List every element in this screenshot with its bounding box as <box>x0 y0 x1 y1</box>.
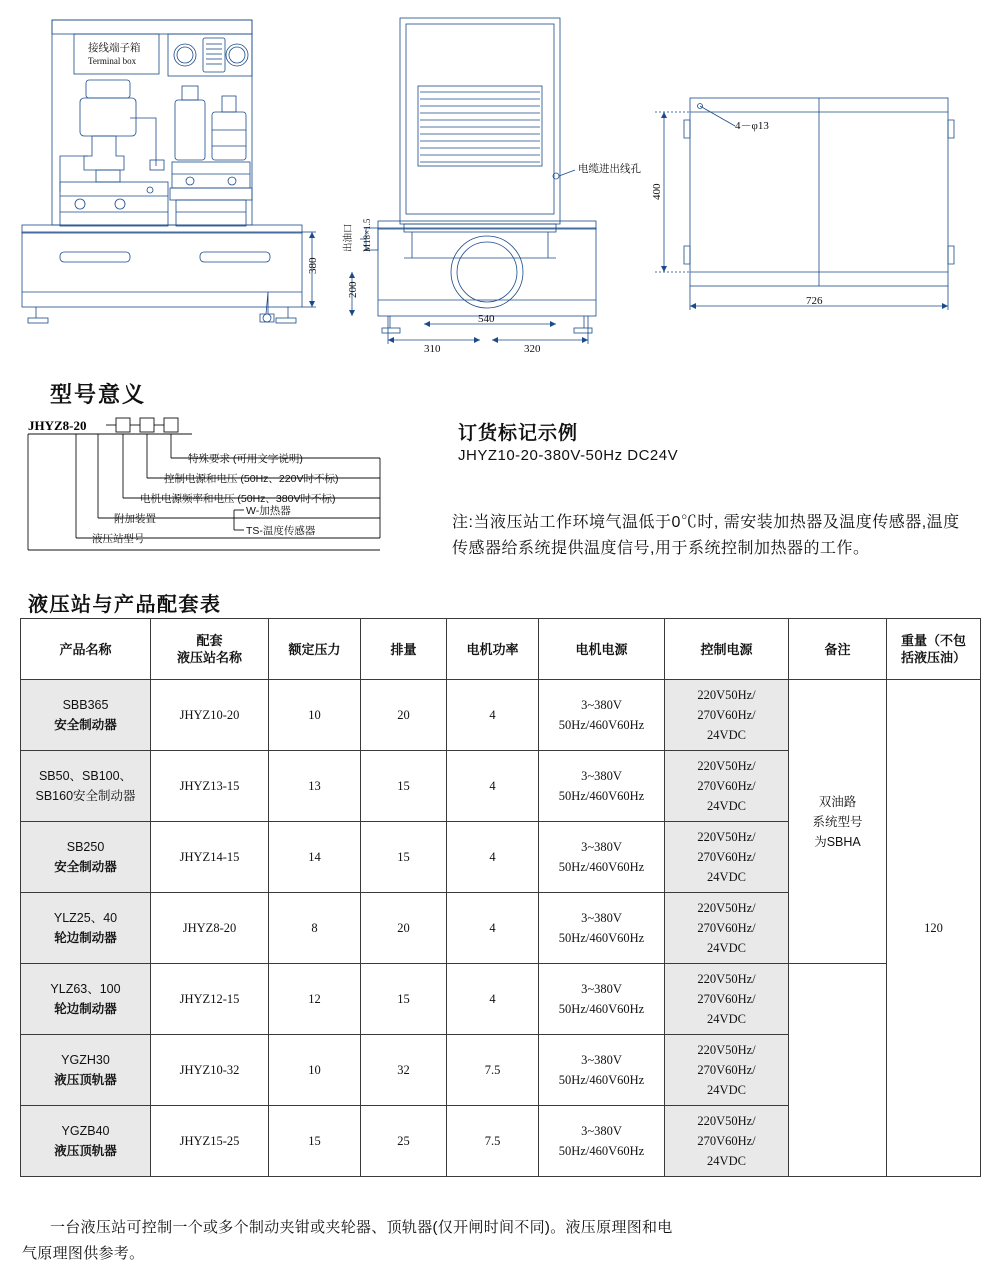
cell-motor-supply <box>539 680 665 751</box>
dim-726-label: 726 <box>806 295 823 307</box>
product-line2: 轮边制动器 <box>54 931 117 945</box>
dim-380-label: 380 <box>307 257 319 274</box>
col-station-name-l2: 液压站名称 <box>176 650 242 665</box>
top-view <box>655 98 954 310</box>
ctrl-l2: 270V60Hz/ <box>697 850 756 864</box>
motor-v: 3~380V <box>581 1124 622 1138</box>
dim-200-label: 200 <box>347 281 359 298</box>
drawing-svg <box>0 0 1000 380</box>
order-code: JHYZ10-20-380V-50Hz DC24V <box>458 447 679 464</box>
product-line1: YGZH30 <box>61 1053 110 1067</box>
ctrl-l3: 24VDC <box>707 1083 746 1097</box>
ctrl-l1: 220V50Hz/ <box>697 1043 756 1057</box>
cell-displacement: 20 <box>361 680 447 751</box>
table-heading: 液压站与产品配套表 <box>28 594 222 616</box>
cell-pressure: 10 <box>269 1035 361 1106</box>
footer-line-2: 气原理图供参考。 <box>22 1245 145 1262</box>
cell-pressure: 14 <box>269 822 361 893</box>
dim-540-label: 540 <box>478 313 495 325</box>
cell-pressure: 8 <box>269 893 361 964</box>
footer-note <box>22 1215 972 1267</box>
model-note-0: 特殊要求 (可用文字说明) <box>188 453 303 465</box>
cell-control-supply <box>665 893 789 964</box>
table-header-row <box>21 619 981 680</box>
col-remark: 备注 <box>789 619 887 680</box>
ctrl-l1: 220V50Hz/ <box>697 1114 756 1128</box>
cell-power: 4 <box>447 893 539 964</box>
technical-drawings <box>0 0 1000 380</box>
ctrl-l3: 24VDC <box>707 1154 746 1168</box>
cell-remark-empty <box>789 964 887 1177</box>
cell-motor-supply <box>539 893 665 964</box>
col-motor-supply: 电机电源 <box>539 619 665 680</box>
ctrl-l1: 220V50Hz/ <box>697 688 756 702</box>
hole-note-label: 4－φ13 <box>735 120 769 132</box>
cell-displacement: 15 <box>361 751 447 822</box>
col-pressure: 额定压力 <box>269 619 361 680</box>
cell-product <box>21 964 151 1035</box>
order-note: 注:当液压站工作环境气温低于0℃时, 需安装加热器及温度传感器,温度传感器给系统提供温度信号,用于系统控制加热器的工作。 <box>452 514 960 557</box>
motor-f: 50Hz/460V60Hz <box>558 718 645 732</box>
model-subnote-1: TS-温度传感器 <box>246 525 316 537</box>
col-control-supply: 控制电源 <box>665 619 789 680</box>
ctrl-l2: 270V60Hz/ <box>697 1134 756 1148</box>
ctrl-l3: 24VDC <box>707 870 746 884</box>
cell-control-supply <box>665 964 789 1035</box>
motor-f: 50Hz/460V60Hz <box>558 1002 645 1016</box>
outlet-label: 出油口 <box>343 223 354 252</box>
dim-320-label: 320 <box>524 343 541 355</box>
footer-line-1: 一台液压站可控制一个或多个制动夹钳或夹轮器、顶轨器(仅开闸时间不同)。液压原理图和电 <box>50 1219 673 1236</box>
motor-f: 50Hz/460V60Hz <box>558 931 645 945</box>
cell-station: JHYZ10-20 <box>151 680 269 751</box>
ctrl-l2: 270V60Hz/ <box>697 1063 756 1077</box>
product-line1: YGZB40 <box>61 1124 110 1138</box>
thread-label: M18×1.5 <box>362 218 372 252</box>
terminal-box-label-cn: 接线端子箱 <box>88 42 141 54</box>
cell-station: JHYZ12-15 <box>151 964 269 1035</box>
motor-v: 3~380V <box>581 698 622 712</box>
col-motor-power: 电机功率 <box>447 619 539 680</box>
model-note-4: 液压站型号 <box>92 533 145 545</box>
cell-product <box>21 1106 151 1177</box>
cell-product <box>21 680 151 751</box>
cell-product <box>21 1035 151 1106</box>
cell-motor-supply <box>539 822 665 893</box>
ctrl-l1: 220V50Hz/ <box>697 830 756 844</box>
motor-f: 50Hz/460V60Hz <box>558 860 645 874</box>
product-line2: 液压顶轨器 <box>54 1073 117 1087</box>
col-product-name: 产品名称 <box>21 619 151 680</box>
cable-hole-label: 电缆进出线孔 <box>578 163 641 175</box>
front-view <box>22 20 302 323</box>
ctrl-l2: 270V60Hz/ <box>697 921 756 935</box>
cell-displacement: 20 <box>361 893 447 964</box>
cell-station: JHYZ14-15 <box>151 822 269 893</box>
product-line1: YLZ25、40 <box>53 911 118 925</box>
cell-motor-supply <box>539 964 665 1035</box>
table-row <box>21 964 981 1035</box>
product-line2: 安全制动器 <box>54 860 117 874</box>
cell-control-supply <box>665 751 789 822</box>
cell-motor-supply <box>539 1106 665 1177</box>
cell-pressure: 10 <box>269 680 361 751</box>
cell-power: 4 <box>447 822 539 893</box>
order-heading: 订货标记示例 <box>458 423 579 444</box>
cell-motor-supply <box>539 1035 665 1106</box>
col-station-name-l1: 配套 <box>196 633 223 648</box>
product-line1: SBB365 <box>62 698 109 712</box>
cell-station: JHYZ8-20 <box>151 893 269 964</box>
cell-displacement: 32 <box>361 1035 447 1106</box>
ctrl-l2: 270V60Hz/ <box>697 708 756 722</box>
product-line1: SB50、SB100、 <box>38 769 133 783</box>
cell-control-supply <box>665 822 789 893</box>
col-weight-l2: 括液压油） <box>900 650 966 665</box>
cell-station: JHYZ13-15 <box>151 751 269 822</box>
dim-310-label: 310 <box>424 343 441 355</box>
product-line2: 液压顶轨器 <box>54 1144 117 1158</box>
cell-pressure: 15 <box>269 1106 361 1177</box>
remark-l3: 为SBHA <box>814 834 861 849</box>
cell-power: 4 <box>447 680 539 751</box>
col-station-name <box>151 619 269 680</box>
cell-weight: 120 <box>887 680 981 1177</box>
cell-remark <box>789 680 887 964</box>
model-note-1: 控制电源和电压 (50Hz、220V时不标) <box>164 473 339 485</box>
product-line2: 安全制动器 <box>54 718 117 732</box>
ctrl-l1: 220V50Hz/ <box>697 901 756 915</box>
model-code-diagram <box>20 410 440 580</box>
motor-f: 50Hz/460V60Hz <box>558 1144 645 1158</box>
table-row <box>21 680 981 751</box>
ctrl-l3: 24VDC <box>707 799 746 813</box>
ctrl-l1: 220V50Hz/ <box>697 972 756 986</box>
ctrl-l2: 270V60Hz/ <box>697 779 756 793</box>
dim-400-label: 400 <box>651 183 663 200</box>
cell-product <box>21 822 151 893</box>
model-code-text: JHYZ8-20 <box>28 418 87 433</box>
col-weight <box>887 619 981 680</box>
cell-motor-supply <box>539 751 665 822</box>
remark-l1: 双油路 <box>818 794 857 809</box>
cell-power: 7.5 <box>447 1106 539 1177</box>
cell-control-supply <box>665 1035 789 1106</box>
cell-power: 4 <box>447 751 539 822</box>
product-line1: SB250 <box>66 840 105 854</box>
ctrl-l3: 24VDC <box>707 1012 746 1026</box>
remark-l2: 系统型号 <box>812 814 863 829</box>
model-note-3: 附加装置 <box>114 513 156 525</box>
model-subnote-0: W-加热器 <box>246 505 291 517</box>
cell-pressure: 13 <box>269 751 361 822</box>
col-weight-l1: 重量（不包 <box>900 633 966 648</box>
cell-product <box>21 893 151 964</box>
side-view <box>360 18 596 333</box>
cell-displacement: 15 <box>361 822 447 893</box>
cell-control-supply <box>665 680 789 751</box>
ctrl-l2: 270V60Hz/ <box>697 992 756 1006</box>
motor-v: 3~380V <box>581 982 622 996</box>
cell-displacement: 15 <box>361 964 447 1035</box>
ctrl-l3: 24VDC <box>707 728 746 742</box>
ctrl-l3: 24VDC <box>707 941 746 955</box>
model-heading: 型号意义 <box>50 382 147 407</box>
product-line1: YLZ63、100 <box>50 982 121 996</box>
motor-v: 3~380V <box>581 911 622 925</box>
product-line2: SB160安全制动器 <box>35 789 136 803</box>
motor-f: 50Hz/460V60Hz <box>558 789 645 803</box>
cell-power: 4 <box>447 964 539 1035</box>
col-displacement: 排量 <box>361 619 447 680</box>
motor-f: 50Hz/460V60Hz <box>558 1073 645 1087</box>
cell-control-supply <box>665 1106 789 1177</box>
motor-v: 3~380V <box>581 1053 622 1067</box>
model-note-2: 电机电源频率和电压 (50Hz、380V时不标) <box>140 493 336 505</box>
cell-station: JHYZ15-25 <box>151 1106 269 1177</box>
motor-v: 3~380V <box>581 769 622 783</box>
cell-pressure: 12 <box>269 964 361 1035</box>
cell-station: JHYZ10-32 <box>151 1035 269 1106</box>
product-line2: 轮边制动器 <box>54 1002 117 1016</box>
cell-product <box>21 751 151 822</box>
cell-displacement: 25 <box>361 1106 447 1177</box>
spec-table <box>20 618 981 1177</box>
terminal-box-label-en: Terminal box <box>88 56 137 66</box>
ctrl-l1: 220V50Hz/ <box>697 759 756 773</box>
motor-v: 3~380V <box>581 840 622 854</box>
cell-power: 7.5 <box>447 1035 539 1106</box>
